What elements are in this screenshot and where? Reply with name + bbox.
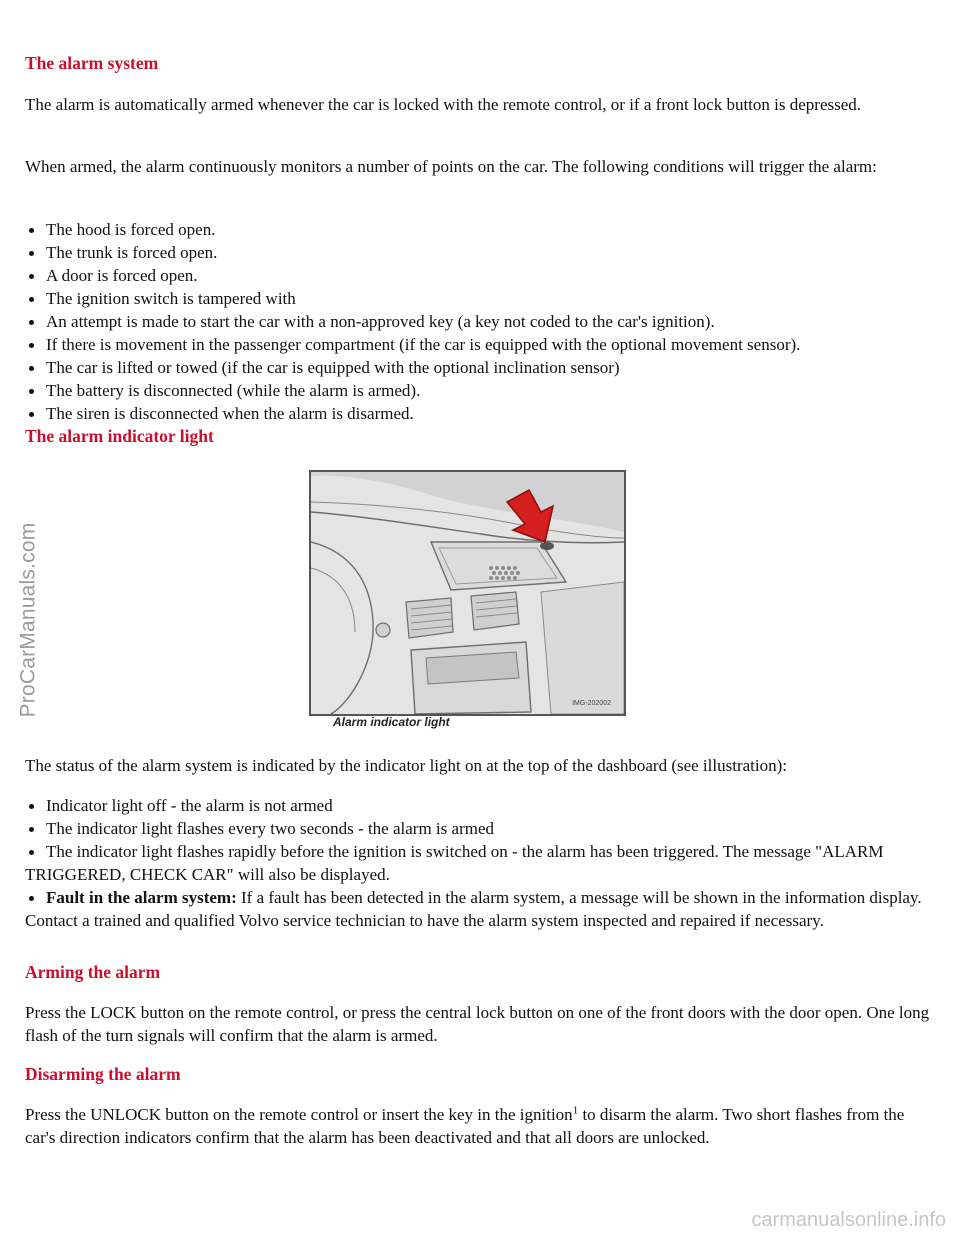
- fault-label: Fault in the alarm system:: [46, 888, 237, 907]
- heading-arming: Arming the alarm: [25, 962, 161, 982]
- footer-watermark: carmanualsonline.info: [751, 1209, 946, 1231]
- fault-text: If a fault has been detected in the alarm system, a message will be shown in the information display. Contact a trained and qualified Volvo service technician to have the alarm system inspected and repaired if necessary.: [25, 888, 922, 930]
- disarming-text-before: Press the UNLOCK button on the remote control or insert the key in the ignition: [25, 1105, 573, 1124]
- image-code: IMG-202002: [572, 700, 611, 707]
- heading-disarming: Disarming the alarm: [25, 1064, 181, 1084]
- heading-alarm-system: The alarm system: [25, 53, 159, 73]
- list-item: The battery is disconnected (while the alarm is armed).: [25, 379, 935, 402]
- list-item: If there is movement in the passenger compartment (if the car is equipped with the optional movement sensor).: [25, 333, 935, 356]
- dashboard-drawing: [311, 472, 624, 714]
- paragraph-status-intro: The status of the alarm system is indicated by the indicator light on at the top of the dashboard (see illustration):: [25, 756, 787, 775]
- disarming-text-after: to disarm the alarm. Two short flashes from the car's direction indicators confirm that the alarm has been deactivated and that all doors are unlocked.: [25, 1105, 905, 1147]
- list-item: The ignition switch is tampered with: [25, 287, 935, 310]
- side-watermark: ProCarManuals.com: [16, 522, 40, 718]
- paragraph-arming: Press the LOCK button on the remote control, or press the central lock button on one of the front doors with the door open. One long flash of the turn signals will confirm that the alarm is armed.: [25, 1003, 930, 1045]
- list-item: The siren is disconnected when the alarm is disarmed.: [25, 402, 935, 425]
- list-item: A door is forced open.: [25, 264, 935, 287]
- paragraph-monitoring: When armed, the alarm continuously monitors a number of points on the car. The following conditions will trigger the alarm:: [25, 157, 877, 176]
- list-item: The indicator light flashes every two seconds - the alarm is armed: [25, 817, 935, 840]
- list-item: The car is lifted or towed (if the car is equipped with the optional inclination sensor): [25, 356, 935, 379]
- list-item: Indicator light off - the alarm is not armed: [25, 794, 935, 817]
- figure-caption: Alarm indicator light: [333, 715, 450, 729]
- list-item: The hood is forced open.: [25, 218, 935, 241]
- heading-indicator-light: The alarm indicator light: [25, 426, 214, 446]
- list-item-fault: [25, 886, 935, 932]
- dashboard-illustration: [309, 470, 626, 716]
- trigger-conditions-list: [25, 218, 935, 425]
- status-list: [25, 794, 935, 932]
- list-item: The trunk is forced open.: [25, 241, 935, 264]
- paragraph-disarming: [25, 1103, 935, 1149]
- list-item: An attempt is made to start the car with a non-approved key (a key not coded to the car's ignition).: [25, 310, 935, 333]
- list-item: The indicator light flashes rapidly before the ignition is switched on - the alarm has been triggered. The message "ALARM TRIGGERED, CHECK CAR" will also be displayed.: [25, 840, 935, 886]
- footnote-mark: 1: [572, 1104, 579, 1117]
- paragraph-arming-intro: The alarm is automatically armed whenever the car is locked with the remote control, or if a front lock button is depressed.: [25, 95, 862, 114]
